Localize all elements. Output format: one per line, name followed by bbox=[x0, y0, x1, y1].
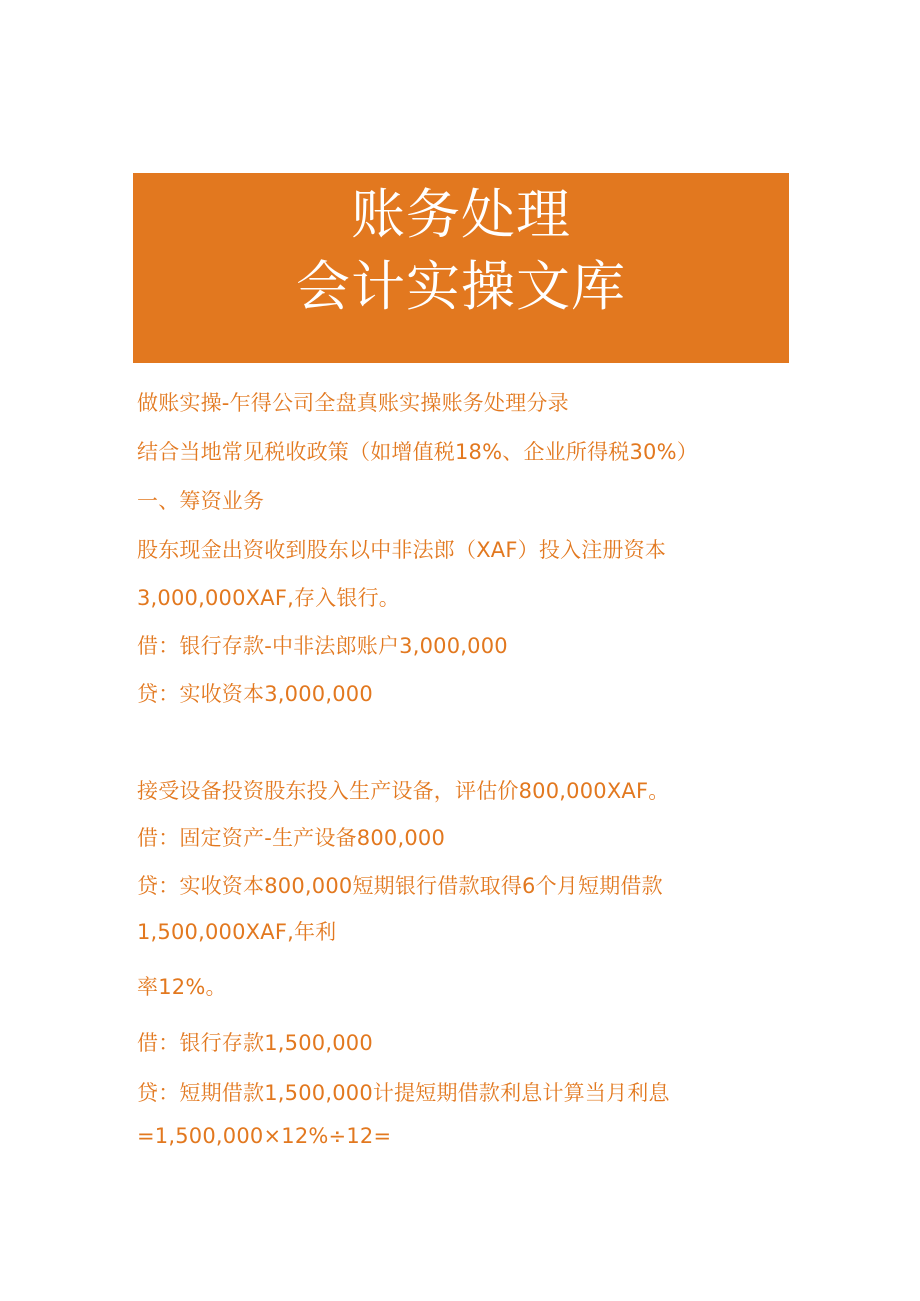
journal-debit-line: 借：银行存款1,500,000 bbox=[137, 1031, 373, 1055]
paragraph-line: 接受设备投资股东投入生产设备，评估价800,000XAF。 bbox=[137, 779, 670, 803]
journal-credit-line: 贷：实收资本3,000,000 bbox=[137, 682, 373, 706]
tax-policy-text: 结合当地常见税收政策（如增值税18%、企业所得税30%） bbox=[137, 440, 698, 464]
journal-debit-line: 借：银行存款-中非法郎账户3,000,000 bbox=[137, 634, 508, 658]
banner-title-line-1: 账务处理 bbox=[351, 183, 571, 246]
formula-line: =1,500,000×12%÷12= bbox=[137, 1124, 392, 1148]
paragraph-line: 股东现金出资收到股东以中非法郎（XAF）投入注册资本 bbox=[137, 538, 667, 562]
paragraph-line: 1,500,000XAF,年利 bbox=[137, 920, 337, 944]
paragraph-line: 3,000,000XAF,存入银行。 bbox=[137, 586, 400, 610]
banner-title-line-2: 会计实操文库 bbox=[296, 255, 626, 318]
doc-heading: 做账实操-乍得公司全盘真账实操账务处理分录 bbox=[137, 391, 569, 415]
paragraph-line: 率12%。 bbox=[137, 975, 227, 999]
section-heading-financing: 一、筹资业务 bbox=[137, 489, 265, 513]
title-banner bbox=[133, 173, 789, 363]
journal-credit-line: 贷：短期借款1,500,000计提短期借款利息计算当月利息 bbox=[137, 1081, 670, 1105]
journal-credit-line: 贷：实收资本800,000短期银行借款取得6个月短期借款 bbox=[137, 874, 663, 898]
journal-debit-line: 借：固定资产-生产设备800,000 bbox=[137, 826, 446, 850]
